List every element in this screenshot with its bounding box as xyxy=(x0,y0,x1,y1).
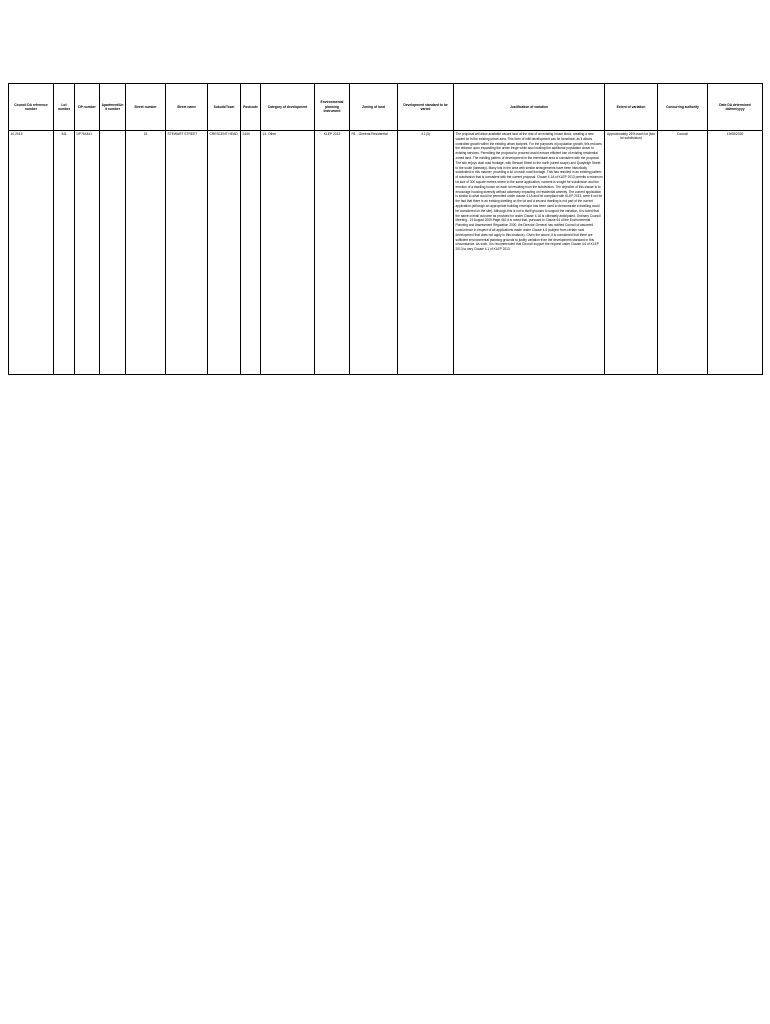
header-street-number: Street number xyxy=(126,84,166,131)
header-development-standard: Development standard to be varied xyxy=(398,84,454,131)
header-lot-number: Lot number xyxy=(54,84,75,131)
header-justification: Justification of variation xyxy=(454,84,605,131)
header-date-determined: Date DA determined dd/mm/yyyy xyxy=(708,84,763,131)
header-da-reference: Council DA reference number xyxy=(9,84,54,131)
cell-extent-of-variation: Approximately 26% each lot (two lot subdivision) xyxy=(605,131,658,375)
development-standards-variation-table xyxy=(8,83,763,375)
header-street-name: Street name xyxy=(166,84,208,131)
header-suburb-town: Suburb/Town xyxy=(208,84,241,131)
cell-date-determined: 19/08/2020 xyxy=(708,131,763,375)
header-environmental-planning-instrument: Environmental planning instrument xyxy=(315,84,350,131)
cell-development-standard: 4.1(3) xyxy=(398,131,454,375)
header-concurring-authority: Concurring authority xyxy=(658,84,708,131)
header-extent-of-variation: Extent of variation xyxy=(605,84,658,131)
cell-lot-number: 341 xyxy=(54,131,75,375)
cell-street-name: STEWART STREET xyxy=(166,131,208,375)
cell-da-reference: 10.2015 xyxy=(9,131,54,375)
header-postcode: Postcode xyxy=(241,84,261,131)
cell-apartment-unit-number xyxy=(100,131,126,375)
cell-street-number: 15 xyxy=(126,131,166,375)
cell-category-of-development: 14. Other xyxy=(261,131,315,375)
header-zoning-of-land: Zoning of land xyxy=(350,84,398,131)
cell-justification: The proposal will allow available vacant land at the rear of an existing house block, creating a new vacant lot in the existing urban area. This form of infill development can be beneficial, as it allows controlled growth within the existing urban footprint. For the purposes of population growth, this reduces the reliance upon expanding the urban fringe while also locating the additional population closer to existing services. Permitting the proposal to proceed would ensure efficient use of existing residential zoned land. The existing pattern of development in the immediate area is consistent with the proposal. The site enjoys dual road frontage, with Stewart Street to the north (street scape) and Quayleigh Street to the south (laneway). Many lots in the area with similar arrangements have been historically subdivided in this manner, providing a lot on each road frontage. This has resulted in an existing pattern of subdivision that is consistent with the current proposal. Clause 4.1A of KLEP 2013 permits a minimum lot size of 300 square metres where in the same application, consent is sought for subdivision and the erection of a dwelling house on each lot resulting from the subdivision. The objective of this clause is to encourage housing diversity without adversely impacting on residential amenity. The current application is similar to what could be permitted under clause 4.1A and be compliant with KLEP 2013, were it not for the fact that there is an existing dwelling on the lot and a second dwelling is not part of the current application (although an appropriate building envelope has been used to demonstrate a dwelling could be considered on the site). Although this is not in itself grounds to support the variation, it is noted that the same overall outcome as provided for under Clause 4.1A is ultimately anticipated. Ordinary Council Meeting - 19 August 2009 Page 461 it is noted that, pursuant to Clause 64 of the Environmental Planning and Assessment Regulation 2000, the Director-General has notified Council of assumed concurrence in respect of all applications made under Clause 4.6 (subject from certain rural development that does not apply in this instance). Given the above, it is considered that there are sufficient environmental planning grounds to justify variation from the development standard in this circumstance. As such, it is recommended that Council support the request under Clause 4.6 of KLEP 2013 to vary Clause 4.1 of KLEP 2013. xyxy=(454,131,605,375)
header-row xyxy=(9,84,763,131)
cell-zoning-of-land: R1 - General Residential xyxy=(350,131,398,375)
cell-suburb-town: CRESCENT HEAD xyxy=(208,131,241,375)
header-category-of-development: Category of development xyxy=(261,84,315,131)
cell-concurring-authority: Council xyxy=(658,131,708,375)
header-dp-number: DP number xyxy=(75,84,100,131)
header-apartment-unit-number: Apartment/Unit number xyxy=(100,84,126,131)
cell-environmental-planning-instrument: KLEP 2013 xyxy=(315,131,350,375)
cell-postcode: 2440 xyxy=(241,131,261,375)
cell-dp-number: DP754441 xyxy=(75,131,100,375)
table-row xyxy=(9,131,763,375)
